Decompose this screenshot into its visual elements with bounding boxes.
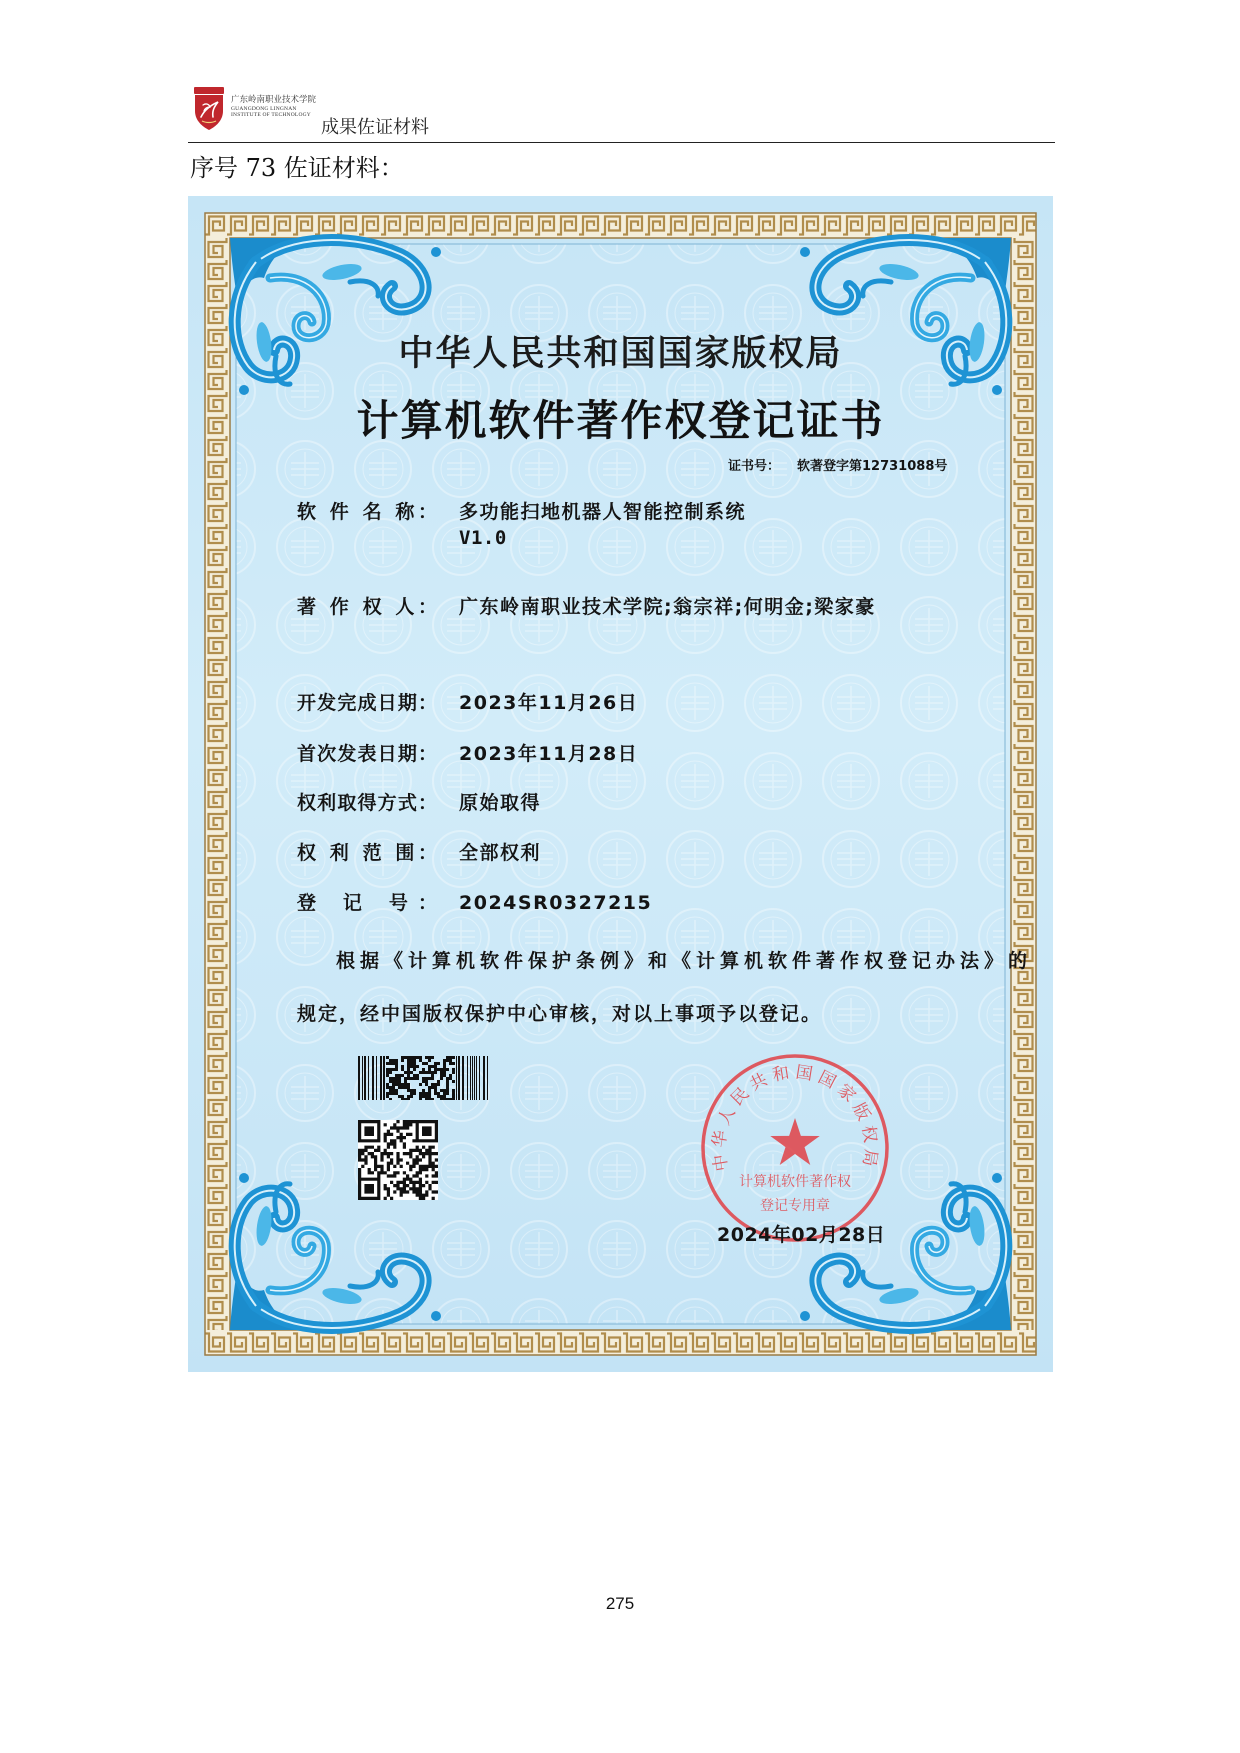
field-label-registration-number: 登 记 号： (297, 892, 437, 914)
field-value-rights-scope: 全部权利 (459, 842, 542, 864)
header-divider (188, 142, 1055, 143)
field-label-rights-scope: 权 利 范 围： (297, 842, 437, 864)
field-label-publication-date: 首次发表日期： (297, 743, 437, 765)
field-value-acquisition-method: 原始取得 (459, 792, 542, 814)
certificate-title: 计算机软件著作权登记证书 (356, 396, 885, 445)
seal-text-line-2: 登记专用章 (760, 1198, 830, 1214)
field-value-software-name: 多功能扫地机器人智能控制系统 (459, 501, 747, 523)
red-star-icon (770, 1118, 819, 1165)
section-title: 序号 73 佐证材料： (190, 154, 404, 182)
logo-name-cn: 广东岭南职业技术学院 (231, 95, 317, 105)
copyright-certificate (188, 196, 1053, 1372)
field-value-publication-date: 2023年11月28日 (459, 743, 639, 765)
page-number: 275 (605, 1594, 635, 1613)
seal-ring-text-path: 中华人民共和国国家版权局 (709, 1062, 881, 1173)
field-value-copyright-owner: 广东岭南职业技术学院;翁宗祥;何明金;梁家豪 (459, 596, 876, 618)
official-seal-stamp (695, 1048, 895, 1248)
field-label-completion-date: 开发完成日期： (297, 692, 437, 714)
barcode-bars (358, 1056, 488, 1100)
document-label: 成果佐证材料 (321, 117, 429, 138)
field-label-software-name: 软 件 名 称： (297, 501, 437, 523)
field-label-acquisition-method: 权利取得方式： (297, 792, 437, 814)
issue-date: 2024年02月28日 (717, 1224, 886, 1246)
college-emblem-icon (193, 87, 225, 131)
barcode-icon (358, 1056, 488, 1100)
field-value-software-version: V1.0 (459, 527, 507, 549)
qr-code-icon (358, 1120, 438, 1200)
statement-line-2: 规定，经中国版权保护中心审核，对以上事项予以登记。 (297, 1003, 823, 1025)
certificate-number-label: 证书号： (728, 459, 781, 474)
logo-name-en-line2: INSTITUTE OF TECHNOLOGY (231, 112, 311, 118)
field-value-registration-number: 2024SR0327215 (459, 892, 653, 914)
seal-text-line-1: 计算机软件著作权 (739, 1174, 851, 1190)
issuer-name: 中华人民共和国国家版权局 (398, 334, 843, 374)
field-label-copyright-owner: 著 作 权 人： (297, 596, 437, 618)
field-value-completion-date: 2023年11月26日 (459, 692, 639, 714)
certificate-number: 软著登字第12731088号 (797, 459, 948, 474)
qr-modules (358, 1120, 438, 1200)
logo-name-en-line1: GUANGDONG LINGNAN (231, 106, 297, 112)
statement-line-1: 根据《计算机软件保护条例》和《计算机软件著作权登记办法》的 (336, 950, 1033, 972)
